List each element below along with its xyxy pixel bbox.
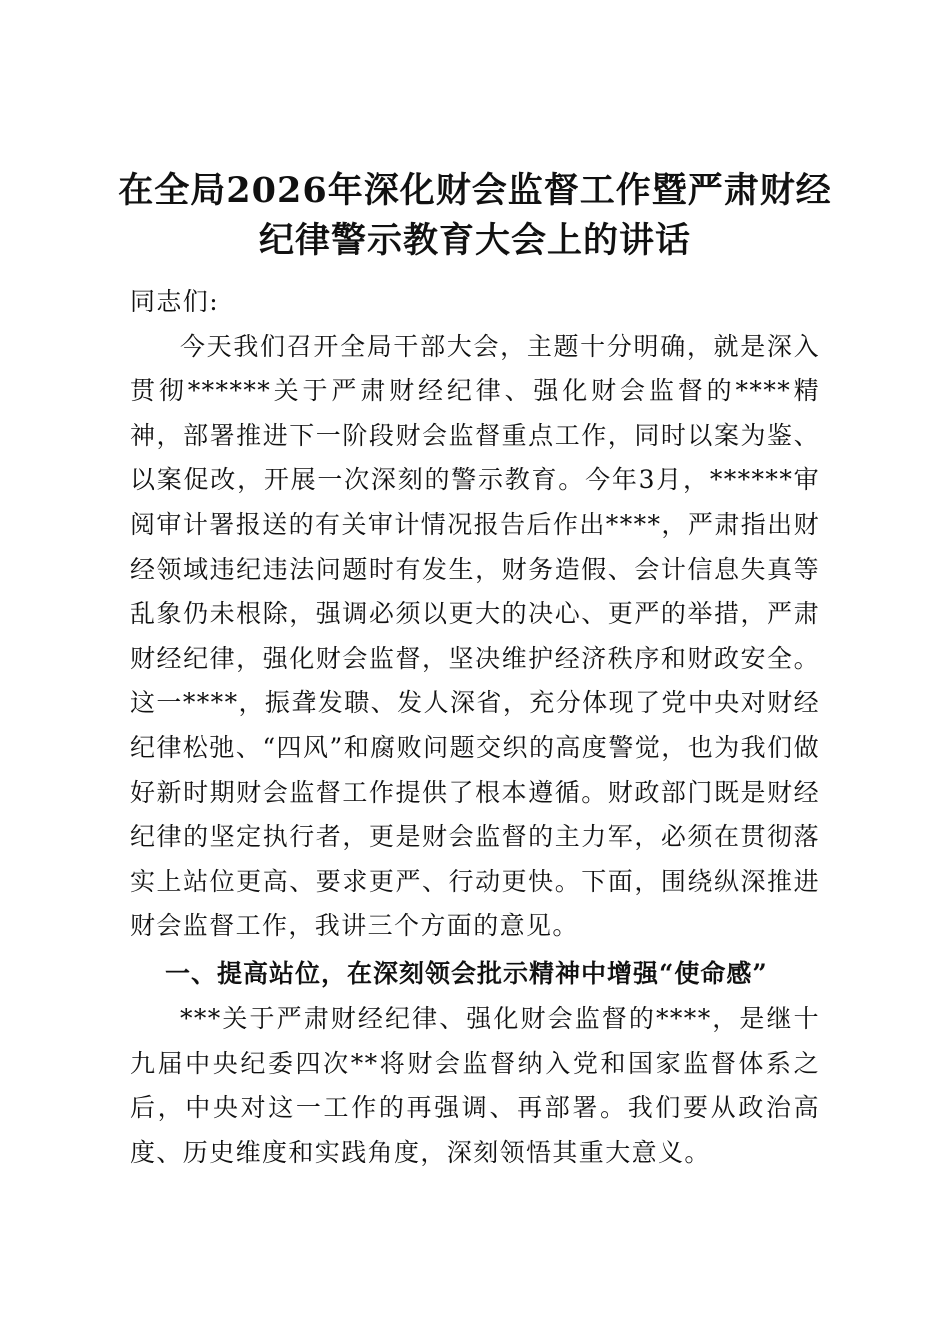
- paragraph-intro: 今天我们召开全局干部大会，主题十分明确，就是深入贯彻******关于严肃财经纪律、强化财会监督的****精神，部署推进下一阶段财会监督重点工作，同时以案为鉴、以案促改，开展一次深刻的警示教育。今年3月，******审阅审计署报送的有关审计情况报告后作出****，严肃指出财经领域违纪违法问题时有发生，财务造假、会计信息失真等乱象仍未根除，强调必须以更大的决心、更严的举措，严肃财经纪律，强化财会监督，坚决维护经济秩序和财政安全。这一****，振聋发聩、发人深省，充分体现了党中央对财经纪律松弛、“四风”和腐败问题交织的高度警觉，也为我们做好新时期财会监督工作提供了根本遵循。财政部门既是财经纪律的坚定执行者，更是财会监督的主力军，必须在贯彻落实上站位更高、要求更严、行动更快。下面，围绕纵深推进财会监督工作，我讲三个方面的意见。: [130, 331, 820, 941]
- document-title: [100, 166, 850, 266]
- paragraph-section-1: ***关于严肃财经纪律、强化财会监督的****，是继十九届中央纪委四次**将财会监督纳入党和国家监督体系之后，中央对这一工作的再强调、再部署。我们要从政治高度、历史维度和实践角度，深刻领悟其重大意义。: [130, 1003, 820, 1167]
- document-body: [130, 280, 820, 1175]
- salutation: 同志们:: [130, 287, 220, 316]
- title-line-2: 纪律警示教育大会上的讲话: [258, 220, 691, 261]
- title-line-1: 在全局2026年深化财会监督工作暨严肃财经: [118, 170, 832, 211]
- section-heading-1: 一、提高站位，在深刻领会批示精神中增强“使命感”: [165, 958, 768, 988]
